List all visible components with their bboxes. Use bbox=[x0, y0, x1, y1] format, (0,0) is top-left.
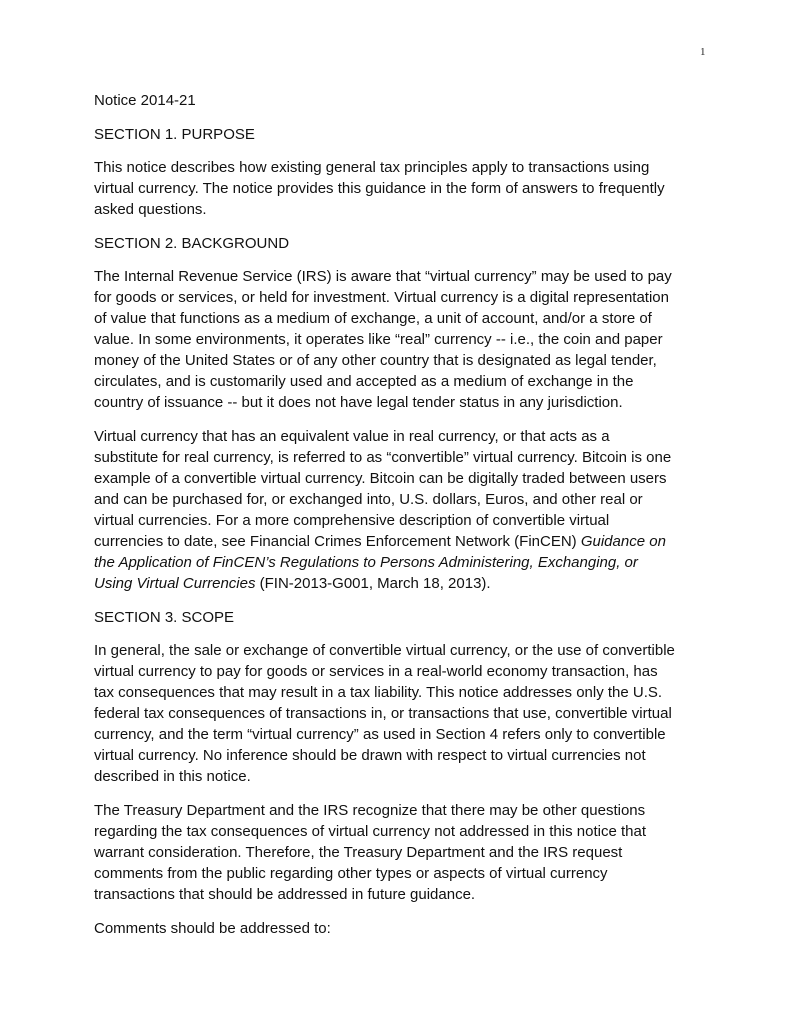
text-line: circulates, and is customarily used and accepted as a medium of exchange in the bbox=[94, 373, 634, 390]
text-line: value. In some environments, it operates like “real” currency -- i.e., the coin and paper bbox=[94, 331, 663, 348]
text-line: of value that functions as a medium of exchange, a unit of account, and/or a store of bbox=[94, 310, 652, 327]
guidance-title-part-1: Guidance on bbox=[580, 533, 666, 550]
section-1-paragraph bbox=[94, 157, 714, 220]
text-line: The Internal Revenue Service (IRS) is aware that “virtual currency” may be used to pay bbox=[94, 268, 672, 285]
section-3-paragraph-3: Comments should be addressed to: bbox=[94, 920, 331, 937]
section-2-heading: SECTION 2. BACKGROUND bbox=[94, 235, 290, 252]
fincen-reference-text: currencies to date, see Financial Crimes Enforcement Network (FinCEN) bbox=[94, 533, 581, 550]
text-line: transactions that should be addressed in future guidance. bbox=[94, 886, 476, 903]
section-1-heading: SECTION 1. PURPOSE bbox=[94, 126, 255, 143]
guidance-title-part-3: Using Virtual Currencies bbox=[94, 575, 256, 592]
text-line: Virtual currency that has an equivalent value in real currency, or that acts as a bbox=[94, 428, 610, 445]
text-line: country of issuance -- but it does not have legal tender status in any jurisdiction. bbox=[94, 394, 623, 411]
text-line: tax consequences that may result in a tax liability. This notice addresses only the U.S. bbox=[94, 684, 663, 701]
text-line: virtual currencies. For a more comprehensive description of convertible virtual bbox=[94, 512, 610, 529]
text-line: The Treasury Department and the IRS recognize that there may be other questions bbox=[94, 802, 646, 819]
text-line bbox=[94, 573, 714, 594]
section-2-paragraph-2 bbox=[94, 426, 714, 594]
notice-title: Notice 2014-21 bbox=[94, 92, 196, 109]
guidance-citation: (FIN-2013-G001, March 18, 2013). bbox=[255, 575, 491, 592]
text-line: warrant consideration. Therefore, the Treasury Department and the IRS request bbox=[94, 844, 623, 861]
text-line: regarding the tax consequences of virtual currency not addressed in this notice that bbox=[94, 823, 646, 840]
text-line: money of the United States or of any other country that is designated as legal tender, bbox=[94, 352, 657, 369]
text-line: virtual currency to pay for goods or services in a real-world economy transaction, has bbox=[94, 663, 658, 680]
text-line: federal tax consequences of transactions in, or transactions that use, convertible virtual bbox=[94, 705, 672, 722]
text-line: currency, and the term “virtual currency” as used in Section 4 refers only to convertible bbox=[94, 726, 666, 743]
text-line: for goods or services, or held for investment. Virtual currency is a digital representation bbox=[94, 289, 669, 306]
page-number: 1 bbox=[700, 46, 706, 58]
text-line: comments from the public regarding other types or aspects of virtual currency bbox=[94, 865, 608, 882]
text-line: virtual currency. No inference should be drawn with respect to virtual currencies not bbox=[94, 747, 646, 764]
text-line: described in this notice. bbox=[94, 768, 251, 785]
text-line: virtual currency. The notice provides this guidance in the form of answers to frequently bbox=[94, 180, 665, 197]
text-line: In general, the sale or exchange of convertible virtual currency, or the use of convertible bbox=[94, 642, 675, 659]
document-body bbox=[94, 90, 714, 952]
text-line: This notice describes how existing general tax principles apply to transactions using bbox=[94, 159, 650, 176]
section-3-paragraph-1 bbox=[94, 640, 714, 787]
text-line: substitute for real currency, is referred to as “convertible” virtual currency. Bitcoin is one bbox=[94, 449, 672, 466]
text-line bbox=[94, 531, 714, 552]
text-line: and can be purchased for, or exchanged into, U.S. dollars, Euros, and other real or bbox=[94, 491, 643, 508]
text-line: example of a convertible virtual currency. Bitcoin can be digitally traded between users bbox=[94, 470, 667, 487]
text-line bbox=[94, 552, 714, 573]
text-line: asked questions. bbox=[94, 201, 207, 218]
section-3-heading: SECTION 3. SCOPE bbox=[94, 609, 235, 626]
guidance-title-part-2: the Application of FinCEN’s Regulations to Persons Administering, Exchanging, or bbox=[94, 554, 638, 571]
section-2-paragraph-1 bbox=[94, 266, 714, 413]
section-3-paragraph-2 bbox=[94, 800, 714, 905]
